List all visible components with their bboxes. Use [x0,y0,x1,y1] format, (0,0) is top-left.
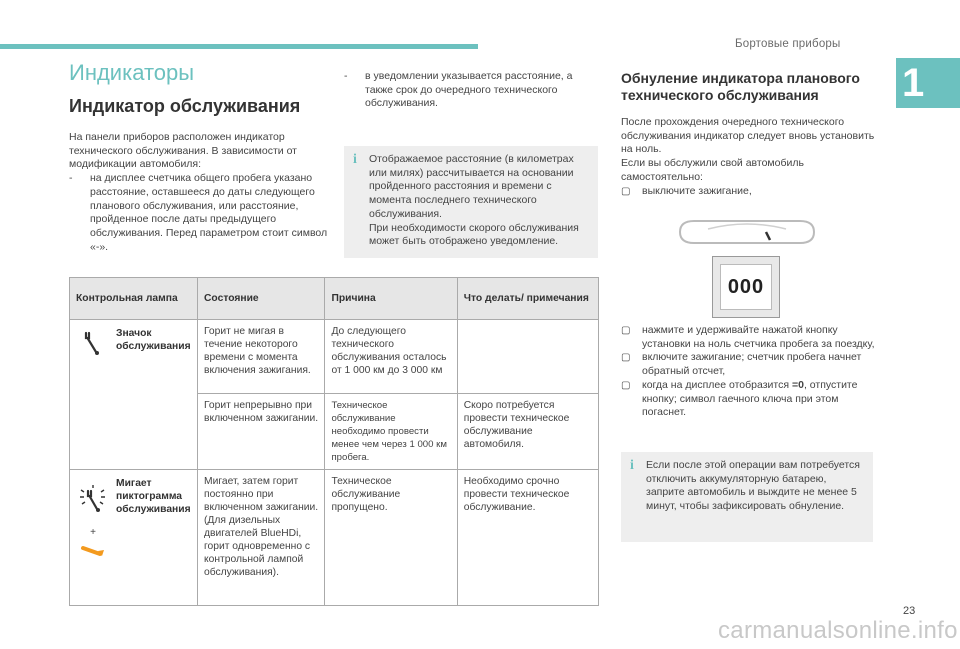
intro-item-text: на дисплее счетчика общего пробега указано расстояние, оставшееся до даты следующего планового обслуживания, или расстояние, пройденное после даты предыдущего обслуживания. Перед параметром стоит символ «-». [90,172,328,253]
table-row [70,470,599,606]
flashing-wrench-icon [76,482,110,516]
intro-column [69,131,331,254]
info-text: Если после этой операции вам потребуется отключить аккумуляторную батарею, заприте автомобиль и выждите не менее 5 минут, чтобы зафиксировать обнуление. [646,459,860,513]
step-text: нажмите и удерживайте нажатой кнопку установки на ноль счетчика пробега за поездку, [642,324,875,350]
state-cell: Мигает, затем горит постоянно при включенном зажигании. (Для дизельных двигателей BlueHDi, горит одновременно с контрольной лампой обслуживания). [198,470,325,606]
dash-mark: - [344,70,348,82]
header-accent-bar [0,44,478,49]
reset-step [621,324,875,351]
cause-cell: До следующего технического обслуживания осталось от 1 000 км до 3 000 км [325,320,457,394]
intro-item-text: в уведомлении указывается расстояние, а также срок до очередного технического обслуживания. [365,70,573,110]
reset-heading: Обнуление индикатора планового технического обслуживания [621,70,860,103]
reset-steps [621,324,875,420]
orange-wrench-icon [80,545,106,559]
lamp-cell [70,470,198,606]
info-text: Отображаемое расстояние (в километрах или милях) рассчитывается на основании пройденного расстояния и времени с момента последнего технического обслуживания. [369,153,574,220]
running-head: Бортовые приборы [735,38,841,50]
intro-paragraph: На панели приборов расположен индикатор технического обслуживания. В зависимости от модификации автомобиля: [69,131,297,171]
reset-paragraph: Если вы обслужили свой автомобиль самостоятельно: [621,157,804,183]
section-title: Индикаторы [69,60,195,85]
state-cell: Горит не мигая в течение некоторого времени с момента включения зажигания. [198,320,325,394]
page-number: 23 [903,605,916,617]
column-header: Контрольная лампа [70,278,198,320]
step-text: выключите зажигание, [642,184,752,197]
action-cell: Необходимо срочно провести техническое обслуживание. [457,470,598,606]
lamp-name: Мигает пиктограмма обслуживания [116,478,191,515]
trip-reset-button: 000 [720,264,772,310]
reset-step [621,185,875,199]
column-header: Состояние [198,278,325,320]
main-heading: Индикатор обслуживания [69,96,301,116]
reset-step [621,379,875,420]
lamp-icons [70,470,116,563]
instrument-cluster-illustration [672,217,822,247]
cause-cell: Техническое обслуживание пропущено. [325,470,457,606]
action-cell: Скоро потребуется провести техническое обслуживание автомобиля. [457,394,598,470]
trip-reset-button-illustration [712,256,780,318]
wrench-icon [70,320,116,360]
intro-column-2 [344,70,598,111]
column-header: Причина [325,278,457,320]
step-text: включите зажигание; счетчик пробега начнет обратный отсчет, [642,351,862,378]
info-icon: i [630,458,634,473]
watermark: carmanualsonline.info [718,617,958,644]
zero-value: =0 [791,378,804,391]
intro-list-item [344,70,598,111]
reset-paragraph: После прохождения очередного технического обслуживания индикатор следует вновь установить на ноль. [621,116,875,156]
step-text-post: , отпустите кнопку; символ гаечного ключа при этом погаснет. [642,378,858,419]
step-text-pre: когда на дисплее отобразится [642,378,792,391]
reset-column [621,116,875,198]
info-icon: i [353,152,357,167]
state-cell: Горит непрерывно при включенном зажигании. [198,394,325,470]
info-text: При необходимости скорого обслуживания может быть отображено уведомление. [369,221,579,248]
bullet-icon: ▢ [621,325,631,336]
action-cell [457,320,598,394]
bullet-icon: ▢ [621,185,631,197]
lamp-name: Значок обслуживания [116,328,191,352]
reset-step [621,351,875,378]
intro-list-item [69,172,331,254]
chapter-tab: 1 [896,58,960,108]
bullet-icon: ▢ [621,352,631,364]
dash-mark: - [69,172,73,185]
cause-cell: Техническое обслуживание необходимо провести менее чем через 1 000 км пробега. [325,394,457,470]
plus-sign: + [90,527,96,538]
table-header-row [70,278,599,320]
column-header: Что делать/ примечания [457,278,598,320]
info-box [621,452,873,542]
bullet-icon: ▢ [621,379,631,391]
info-box [344,146,598,258]
